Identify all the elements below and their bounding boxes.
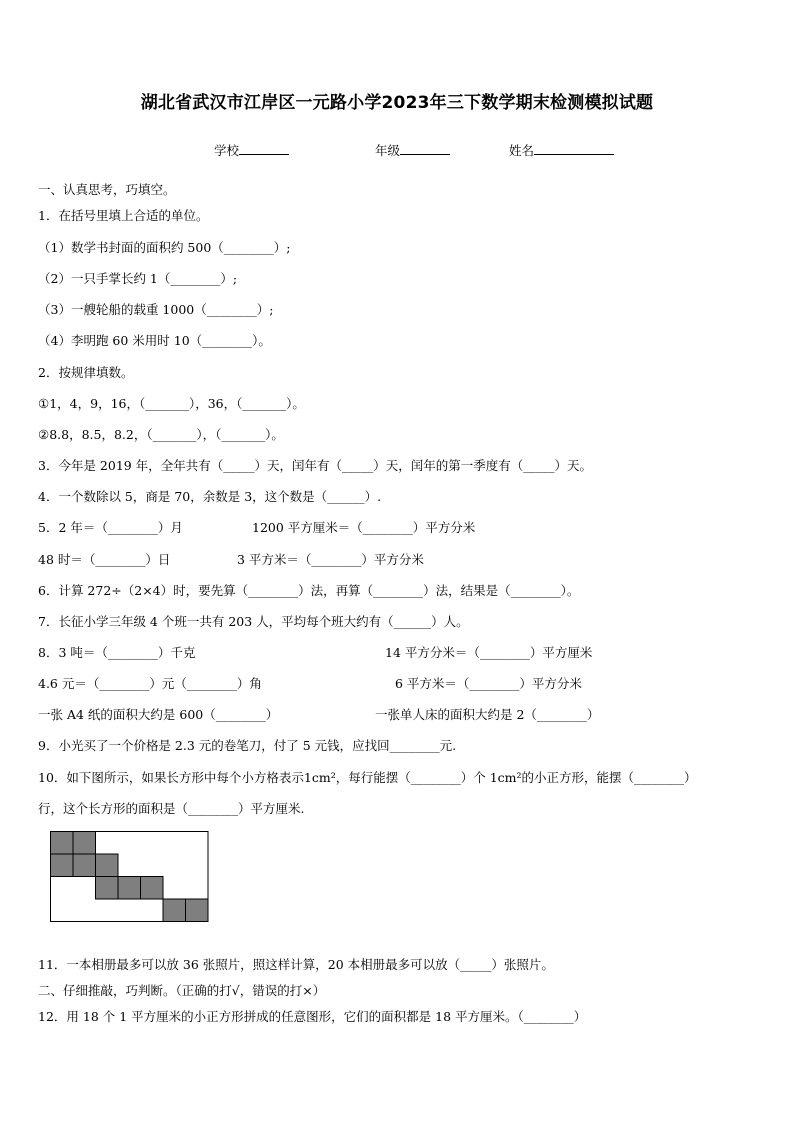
shaded-square — [141, 877, 164, 900]
question-10-line-2: 行，这个长方形的面积是（________）平方厘米. — [38, 801, 305, 816]
school-blank[interactable] — [239, 142, 289, 155]
question-8-b: 14 平方分米＝（________）平方厘米 — [385, 645, 593, 660]
question-2-part-1: ①1，4，9，16，（_______），36，（_______）。 — [38, 396, 305, 411]
page-title: 湖北省武汉市江岸区一元路小学2023年三下数学期末检测模拟试题 — [140, 93, 654, 113]
question-8-c: 4.6 元＝（________）元（________）角 — [38, 676, 262, 691]
name-blank[interactable] — [534, 142, 614, 155]
question-8-f: 一张单人床的面积大约是 2（________） — [375, 707, 600, 722]
shaded-square — [51, 854, 74, 877]
question-12: 12．用 18 个 1 平方厘米的小正方形拼成的任意图形，它们的面积都是 18 平方厘米。（________） — [38, 1009, 587, 1024]
question-10-line-1: 10．如下图所示，如果长方形中每个小方格表示1cm²，每行能摆（________）个 1cm²的小正方形，能摆（________） — [38, 770, 697, 785]
question-1-part-4: （4）李明跑 60 米用时 10（________）。 — [38, 333, 271, 348]
question-8-e: 一张 A4 纸的面积大约是 600（________） — [38, 707, 279, 722]
question-11: 11．一本相册最多可以放 36 张照片，照这样计算，20 本相册最多可以放（_____）张照片。 — [38, 957, 554, 972]
shaded-square — [73, 854, 96, 877]
question-1-part-1: （1）数学书封面的面积约 500（________）; — [38, 240, 291, 255]
grade-blank[interactable] — [400, 142, 450, 155]
question-6: 6．计算 272÷（2×4）时，要先算（________）法，再算（________）法，结果是（________）。 — [38, 583, 580, 598]
shaded-square — [163, 899, 186, 922]
shaded-square — [118, 877, 141, 900]
question-1: 1．在括号里填上合适的单位。 — [38, 208, 209, 223]
shaded-square — [186, 899, 209, 922]
section-1-heading: 一、认真思考，巧填空。 — [38, 182, 176, 197]
question-1-part-3: （3）一艘轮船的载重 1000（________）; — [38, 302, 274, 317]
grade-label: 年级 — [375, 143, 401, 158]
question-5-c: 48 时＝（________）日 — [38, 552, 171, 567]
question-2-part-2: ②8.8，8.5，8.2，（_______），（_______）。 — [38, 427, 284, 442]
question-7: 7．长征小学三年级 4 个班一共有 203 人，平均每个班大约有（______）人。 — [38, 614, 469, 629]
shaded-square — [96, 877, 119, 900]
name-label: 姓名 — [509, 143, 535, 158]
question-2: 2．按规律填数。 — [38, 365, 134, 380]
section-2-heading: 二、仔细推敲，巧判断。（正确的打√，错误的打×） — [38, 983, 326, 998]
name-field — [509, 141, 614, 159]
shaded-square — [96, 854, 119, 877]
question-5-d: 3 平方米＝（________）平方分米 — [237, 552, 424, 567]
rectangle-grid-figure — [50, 831, 210, 923]
question-8-a: 8．3 吨＝（________）千克 — [38, 645, 196, 660]
question-1-part-2: （2）一只手掌长约 1（________）; — [38, 271, 238, 286]
question-5-b: 1200 平方厘米＝（________）平方分米 — [252, 520, 476, 535]
question-3: 3．今年是 2019 年，全年共有（_____）天，闰年有（_____）天，闰年的第一季度有（_____）天。 — [38, 458, 592, 473]
shaded-square — [73, 832, 96, 855]
question-9: 9．小光买了一个价格是 2.3 元的卷笔刀，付了 5 元钱，应找回________元. — [38, 738, 457, 753]
school-label: 学校 — [214, 143, 240, 158]
question-5-a: 5．2 年＝（________）月 — [38, 520, 183, 535]
shaded-square — [51, 832, 74, 855]
grade-field — [375, 141, 450, 159]
question-8-d: 6 平方米＝（________）平方分米 — [395, 676, 582, 691]
question-4: 4．一个数除以 5，商是 70，余数是 3，这个数是（______）. — [38, 489, 382, 504]
school-field — [214, 141, 289, 159]
